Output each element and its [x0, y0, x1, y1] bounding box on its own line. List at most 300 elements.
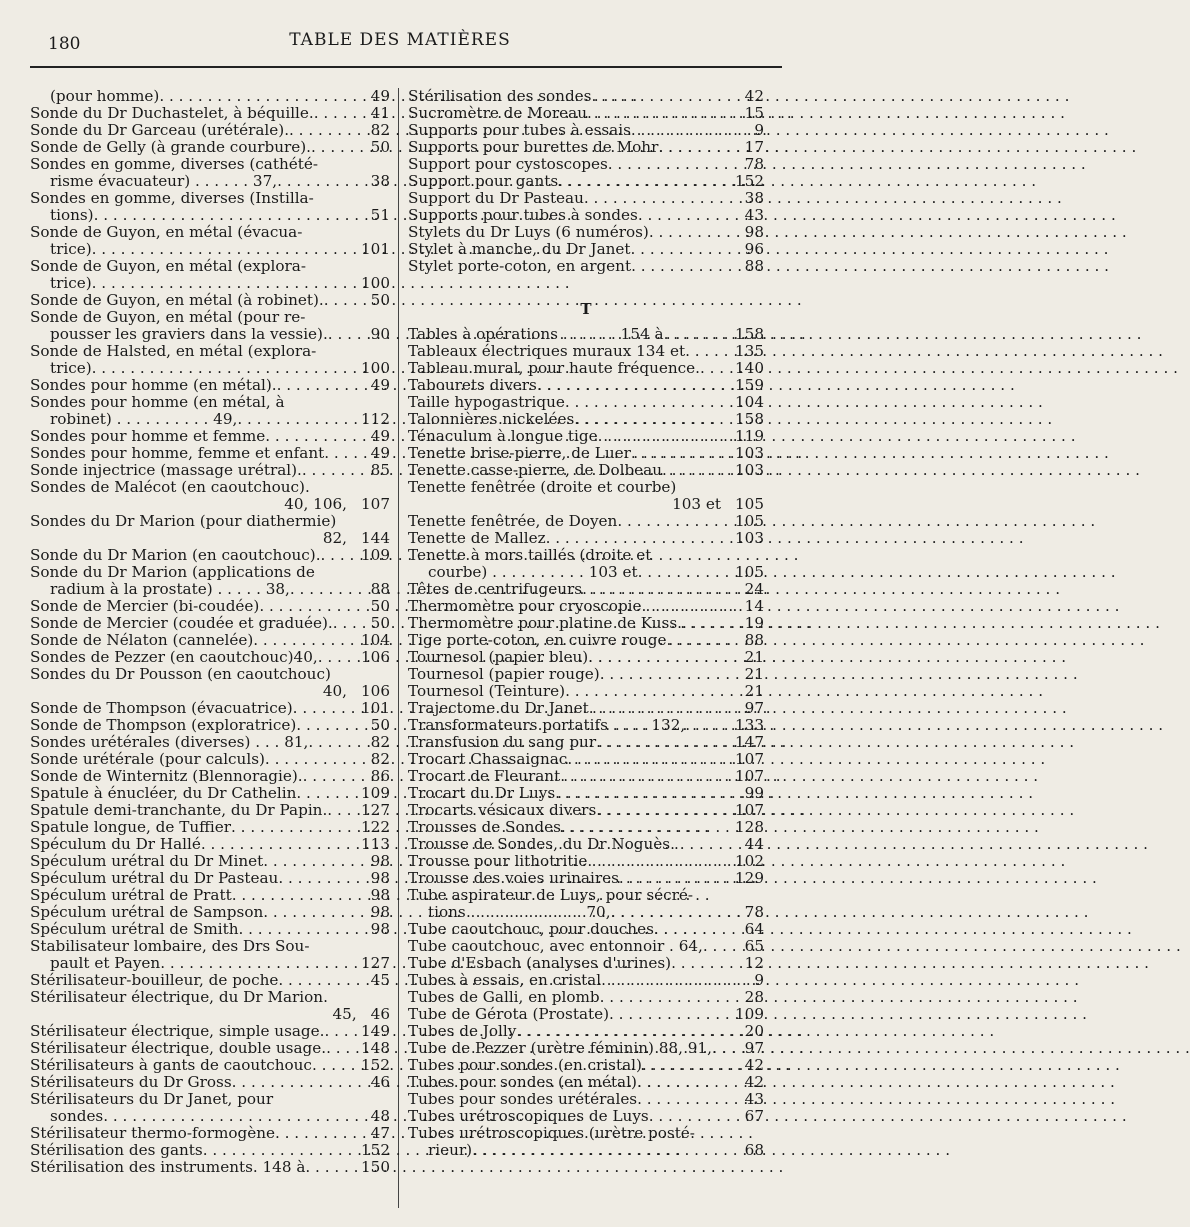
entry-page-ref: 42 [744, 87, 764, 105]
dot-leader [631, 241, 737, 258]
index-entry [30, 751, 390, 768]
index-entry [30, 1125, 390, 1142]
entry-text: Sonde de Thompson (évacuatrice) [30, 699, 293, 717]
index-entry [408, 496, 764, 513]
entry-text: Stylet à manche, du Dr Janet [408, 240, 631, 258]
entry-text: Stérilisateur thermo-formogène [30, 1124, 275, 1142]
entry-page-ref: 100 [361, 359, 390, 377]
entry-text: Spatule à énucléer, du Dr Cathelin [30, 784, 297, 802]
index-entry [30, 700, 390, 717]
entry-text: Sonde du Dr Garceau (urétérale). [30, 121, 290, 139]
index-entry [408, 258, 764, 275]
entry-text: Sondes en gomme, diverses (cathété- [30, 155, 318, 173]
dot-leader [609, 1006, 727, 1023]
entry-text: Tubes à essais, en cristal [408, 971, 602, 989]
entry-page-ref: 149 [361, 1022, 390, 1040]
entry-text: Sondes en gomme, diverses (Instilla- [30, 189, 314, 207]
entry-page-ref: 122 [361, 818, 390, 836]
index-entry [30, 241, 390, 258]
entry-text: Tube aspirateur de Luys, pour sécré- [408, 886, 693, 904]
dot-leader [333, 615, 363, 632]
entry-text: Sondes du Dr Pousson (en caoutchouc) [30, 665, 331, 683]
entry-text: Sonde injectrice (massage urétral). [30, 461, 302, 479]
entry-page-ref: 85 [370, 461, 390, 479]
entry-page-ref: 158 [735, 410, 764, 428]
dot-leader [703, 938, 737, 955]
index-entry [30, 309, 390, 326]
dot-leader [649, 224, 737, 241]
dot-leader [308, 734, 362, 751]
header-rule [30, 66, 782, 68]
dot-leader [278, 972, 362, 989]
entry-page-ref: 15 [744, 104, 764, 122]
index-entry [30, 938, 390, 955]
entry-page-ref: 43 [744, 1090, 764, 1108]
index-entry [408, 343, 764, 360]
index-entry [408, 173, 764, 190]
index-entry [408, 207, 764, 224]
index-entry [30, 785, 390, 802]
index-entry [30, 411, 390, 428]
entry-page-ref: 50 [370, 138, 390, 156]
entry-page-ref: 107 [361, 495, 390, 513]
index-entry [408, 326, 764, 343]
dot-leader [617, 513, 727, 530]
dot-leader [619, 870, 727, 887]
page-title: TABLE DES MATIÈRES [289, 30, 511, 50]
entry-text: Sonde de Guyon, en métal (à robinet). [30, 291, 324, 309]
entry-text: tions . . . . . . . . . . . . 70, [428, 903, 611, 921]
entry-text: trice) [50, 274, 92, 292]
entry-page-ref: 103 [735, 461, 764, 479]
entry-text: Stérilisateurs du Dr Janet, pour [30, 1090, 274, 1108]
index-entry [30, 870, 390, 887]
entry-text: Tables à opérations . . . . . . 154 à [408, 325, 664, 343]
entry-text: Tenette fenêtrée, de Doyen [408, 512, 618, 530]
index-entry [30, 853, 390, 870]
entry-text: Spéculum urétral de Pratt [30, 886, 232, 904]
index-entry [30, 615, 390, 632]
index-entry [30, 292, 390, 309]
index-entry [408, 768, 764, 785]
entry-text: Tableau mural, pour haute fréquence. [408, 359, 700, 377]
dot-leader [642, 598, 737, 615]
entry-text: Support pour cystoscopes [408, 155, 608, 173]
dot-leader [293, 700, 353, 717]
index-entry [30, 989, 390, 1006]
entry-text: Tubes urétroscopiques (urètre posté- [408, 1124, 695, 1142]
index-entry [408, 122, 764, 139]
dot-leader [558, 173, 727, 190]
entry-text: Support pour gants [408, 172, 559, 190]
index-entry [30, 445, 390, 462]
dot-leader [302, 462, 363, 479]
entry-page-ref: 150 [361, 1158, 390, 1176]
index-entry [30, 683, 390, 700]
dot-leader [472, 1142, 737, 1159]
index-entry [408, 598, 764, 615]
index-entry [30, 496, 390, 513]
dot-leader [560, 768, 727, 785]
index-entry [408, 1091, 764, 1108]
entry-text: Sondes pour homme, femme et enfant [30, 444, 325, 462]
entry-page-ref: 49 [370, 376, 390, 394]
entry-text: Sonde de Winternitz (Blennoragie). [30, 767, 303, 785]
index-entry [408, 139, 764, 156]
entry-page-ref: 101 [361, 699, 390, 717]
entry-text: Supports pour tubes à essais [408, 121, 631, 139]
entry-text: Trocart du Dr Luys [408, 784, 556, 802]
entry-page-ref: 44 [744, 835, 764, 853]
dot-leader [596, 802, 727, 819]
entry-page-ref: 113 [361, 835, 390, 853]
index-entry [30, 768, 390, 785]
entry-text: Tournesol (papier rouge) [408, 665, 600, 683]
index-entry [30, 819, 390, 836]
entry-text: Sucromètre de Moreau [408, 104, 587, 122]
dot-leader [324, 445, 362, 462]
index-entry [30, 666, 390, 683]
dot-leader [203, 1142, 353, 1159]
entry-text: Tableaux électriques muraux 134 et [408, 342, 686, 360]
entry-page-ref: 42 [744, 1073, 764, 1091]
entry-page-ref: 148 [361, 1039, 390, 1057]
entry-page-ref: 147 [735, 733, 764, 751]
dot-leader [201, 836, 353, 853]
entry-page-ref: 68 [744, 1141, 764, 1159]
entry-text: risme évacuateur) . . . . . . 37, [50, 172, 278, 190]
entry-page-ref: 102 [735, 852, 764, 870]
index-entry [30, 921, 390, 938]
entry-page-ref: 65 [744, 937, 764, 955]
index-entry [408, 887, 764, 904]
index-entry [30, 156, 390, 173]
entry-page-ref: 41 [370, 104, 390, 122]
dot-leader [290, 581, 363, 598]
entry-text: Supports pour tubes à sondes [408, 206, 638, 224]
entry-page-ref: 100 [361, 274, 390, 292]
entry-text: Sondes pour homme (en métal). [30, 376, 277, 394]
index-entry [408, 445, 764, 462]
index-entry [30, 513, 390, 530]
dot-leader [303, 768, 363, 785]
entry-text: Stylets du Dr Luys (6 numéros) [408, 223, 649, 241]
section-s-entries [408, 88, 764, 275]
entry-text: Tubes urétroscopiques de Luys [408, 1107, 649, 1125]
index-entry [408, 360, 764, 377]
entry-text: Tubes pour sondes (en métal) [408, 1073, 637, 1091]
entry-page-ref: 129 [735, 869, 764, 887]
dot-leader [712, 1040, 737, 1057]
entry-page-ref: 105 [735, 563, 764, 581]
entry-text: pault et Payen [50, 954, 161, 972]
section-gap [408, 275, 764, 292]
dot-leader [92, 241, 353, 258]
entry-text: Spatule longue, de Tuffier [30, 818, 232, 836]
entry-text: Sonde de Mercier (bi-coudée) [30, 597, 260, 615]
index-entry [408, 1074, 764, 1091]
dot-leader [237, 411, 353, 428]
entry-page-ref: 106 [361, 648, 390, 666]
dot-leader [305, 1159, 353, 1176]
entry-page-ref: 78 [744, 155, 764, 173]
index-entry [30, 1159, 390, 1176]
entry-page-ref: 28 [744, 988, 764, 1006]
dot-leader [600, 666, 737, 683]
index-entry [30, 428, 390, 445]
index-entry [408, 904, 764, 921]
entry-text: Trousse des voies urinaires [408, 869, 619, 887]
dot-leader [275, 1125, 363, 1142]
index-entry [408, 564, 764, 581]
entry-page-ref: 88 [744, 631, 764, 649]
dot-leader [588, 649, 737, 666]
entry-text: Tube caoutchouc, avec entonnoir . 64, [408, 937, 703, 955]
entry-text: Sondes pour homme et femme [30, 427, 266, 445]
entry-text: Sonde du Dr Duchastelet, à béquille. [30, 104, 314, 122]
entry-text: Sonde de Guyon, en métal (évacua- [30, 223, 303, 241]
entry-page-ref: 98 [370, 920, 390, 938]
dot-leader [92, 360, 353, 377]
entry-text: 103 et [672, 495, 721, 513]
index-entry [408, 462, 764, 479]
entry-text: Trocart Chassaignac [408, 750, 568, 768]
index-entry [408, 581, 764, 598]
entry-text: (pour homme) [50, 87, 160, 105]
dot-leader [631, 258, 737, 275]
dot-leader [312, 1057, 353, 1074]
entry-page-ref: 50 [370, 291, 390, 309]
dot-leader [263, 904, 362, 921]
entry-text: Taille hypogastrique [408, 393, 565, 411]
entry-text: Sondes pour homme (en métal, à [30, 393, 285, 411]
entry-text: Stérilisation des sondes [408, 87, 592, 105]
dot-leader [658, 139, 736, 156]
entry-text: Tenette fenêtrée (droite et courbe) [408, 478, 677, 496]
entry-text: 82, [322, 529, 347, 547]
entry-page-ref: 42 [744, 1056, 764, 1074]
entry-page-ref: 105 [735, 512, 764, 530]
index-entry [30, 564, 390, 581]
dot-leader [321, 547, 353, 564]
dot-leader [231, 819, 353, 836]
index-entry [408, 1006, 764, 1023]
entry-text: Supports pour burettes de Mohr [408, 138, 659, 156]
dot-leader [318, 649, 353, 666]
index-entry [408, 632, 764, 649]
dot-leader [263, 853, 362, 870]
entry-page-ref: 50 [370, 716, 390, 734]
entry-page-ref: 49 [370, 444, 390, 462]
index-entry [30, 1091, 390, 1108]
entry-page-ref: 21 [744, 665, 764, 683]
entry-text: Tube caoutchouc, pour douches [408, 920, 654, 938]
entry-text: 40, [322, 682, 347, 700]
dot-leader [537, 377, 727, 394]
entry-page-ref: 64 [744, 920, 764, 938]
entry-text: 40, 106, [284, 495, 347, 513]
index-entry [408, 921, 764, 938]
dot-leader [637, 1091, 737, 1108]
entry-text: Tige porte-coton, en cuivre rouge [408, 631, 667, 649]
entry-page-ref: 9 [754, 121, 764, 139]
index-entry [30, 394, 390, 411]
page-number: 180 [48, 34, 81, 54]
dot-leader [685, 343, 727, 360]
entry-page-ref: 152 [735, 172, 764, 190]
index-entry [408, 649, 764, 666]
index-entry [408, 1023, 764, 1040]
entry-text: Tenette brise-pierre, de Luer [408, 444, 631, 462]
dot-leader [642, 1057, 737, 1074]
dot-leader [277, 377, 363, 394]
entry-text: Tournesol (papier bleu) [408, 648, 589, 666]
dot-leader [664, 326, 727, 343]
index-entry [408, 717, 764, 734]
index-entry [30, 377, 390, 394]
index-entry [30, 581, 390, 598]
entry-text: Transformateurs portatifs . . . . 132, [408, 716, 686, 734]
index-entry [408, 802, 764, 819]
dot-leader [638, 207, 737, 224]
entry-page-ref: 88 [744, 257, 764, 275]
entry-page-ref: 86 [370, 767, 390, 785]
index-entry [30, 1142, 390, 1159]
dot-leader [670, 836, 737, 853]
entry-text: Tubes pour sondes urétérales [408, 1090, 638, 1108]
entry-page-ref: 48 [370, 1107, 390, 1125]
entry-page-ref: 128 [735, 818, 764, 836]
entry-page-ref: 82 [370, 733, 390, 751]
entry-text: pousser les graviers dans la vessie). [50, 325, 328, 343]
index-entry [30, 547, 390, 564]
dot-leader [671, 955, 737, 972]
index-entry [408, 700, 764, 717]
entry-page-ref: 51 [370, 206, 390, 224]
dot-leader [296, 785, 353, 802]
dot-leader [587, 853, 727, 870]
entry-text: Stérilisateurs du Dr Gross [30, 1073, 232, 1091]
index-entry [408, 88, 764, 105]
entry-page-ref: 127 [361, 954, 390, 972]
dot-leader [565, 683, 737, 700]
entry-page-ref: 107 [735, 801, 764, 819]
entry-text: Tenette casse-pierre, de Dolbeau [408, 461, 662, 479]
entry-text: Sondes du Dr Marion (pour diathermie) [30, 512, 337, 530]
index-entry [408, 666, 764, 683]
entry-page-ref: 144 [361, 529, 390, 547]
dot-leader [103, 1108, 362, 1125]
dot-leader [631, 122, 746, 139]
entry-text: Spatule demi-tranchante, du Dr Papin. [30, 801, 328, 819]
index-entry [30, 530, 390, 547]
index-entry [408, 751, 764, 768]
entry-page-ref: 38 [370, 172, 390, 190]
dot-leader [601, 972, 746, 989]
entry-text: Sonde du Dr Marion (applications de [30, 563, 315, 581]
entry-text: Sondes de Pezzer (en caoutchouc)40, [30, 648, 318, 666]
index-entry [30, 887, 390, 904]
dot-leader [289, 122, 363, 139]
index-entry [30, 1006, 390, 1023]
index-entry [408, 819, 764, 836]
index-entry [30, 190, 390, 207]
entry-page-ref: 45 [370, 971, 390, 989]
index-entry [30, 1040, 390, 1057]
index-entry [30, 343, 390, 360]
entry-text: Sonde de Mercier (coudée et graduée). [30, 614, 333, 632]
index-entry [408, 870, 764, 887]
index-entry [30, 649, 390, 666]
entry-text: Spéculum du Dr Hallé [30, 835, 201, 853]
entry-text: Tenette à mors taillés (droite et [408, 546, 652, 564]
entry-text: Stérilisateur électrique, du Dr Marion. [30, 988, 328, 1006]
entry-text: Trousse pour lithotritie [408, 852, 588, 870]
dot-leader [232, 887, 363, 904]
entry-text: Tubes de Galli, en plomb [408, 988, 600, 1006]
index-entry [30, 258, 390, 275]
entry-page-ref: 24 [744, 580, 764, 598]
entry-page-ref: 98 [370, 903, 390, 921]
dot-leader [92, 275, 353, 292]
dot-leader [565, 394, 727, 411]
index-entry [30, 1108, 390, 1125]
entry-text: Tube de Pezzer (urètre féminin) 88, 91, [408, 1039, 712, 1057]
index-entry [408, 530, 764, 547]
entry-page-ref: 109 [735, 1005, 764, 1023]
index-entry [408, 734, 764, 751]
right-column [408, 88, 764, 1159]
entry-page-ref: 14 [744, 597, 764, 615]
entry-text: courbe) . . . . . . . . . . 103 et [428, 563, 638, 581]
dot-leader [638, 564, 727, 581]
entry-text: Stérilisateur électrique, simple usage. [30, 1022, 325, 1040]
entry-text: Tubes de Jolly [408, 1022, 517, 1040]
index-entry [408, 156, 764, 173]
dot-leader [546, 530, 727, 547]
entry-page-ref: 103 [735, 444, 764, 462]
dot-leader [649, 1108, 737, 1125]
dot-leader [555, 785, 737, 802]
dot-leader [324, 1023, 353, 1040]
index-entry [408, 105, 764, 122]
entry-page-ref: 105 [735, 495, 764, 513]
entry-text: Talonnières nickelées [408, 410, 575, 428]
entry-text: Stérilisation des instruments. 148 à [30, 1158, 306, 1176]
dot-leader [685, 717, 727, 734]
dot-leader [637, 1074, 737, 1091]
index-entry [30, 734, 390, 751]
entry-text: Sonde de Nélaton (cannelée) [30, 631, 254, 649]
dot-leader [582, 581, 737, 598]
dot-leader [584, 190, 737, 207]
dot-leader [278, 870, 362, 887]
entry-text: Tabourets divers [408, 376, 537, 394]
entry-page-ref: 135 [735, 342, 764, 360]
dot-leader [589, 700, 737, 717]
entry-text: Trocarts vésicaux divers [408, 801, 597, 819]
dot-leader [700, 360, 727, 377]
entry-text: Sonde de Guyon, en métal (pour re- [30, 308, 306, 326]
index-entry [408, 836, 764, 853]
entry-text: Tubes pour sondes (en cristal) [408, 1056, 642, 1074]
entry-page-ref: 49 [370, 427, 390, 445]
entry-page-ref: 82 [370, 750, 390, 768]
entry-page-ref: 133 [735, 716, 764, 734]
entry-text: Sondes urétérales (diverses) . . . 81, [30, 733, 309, 751]
entry-page-ref: 106 [361, 682, 390, 700]
entry-page-ref: 101 [361, 240, 390, 258]
